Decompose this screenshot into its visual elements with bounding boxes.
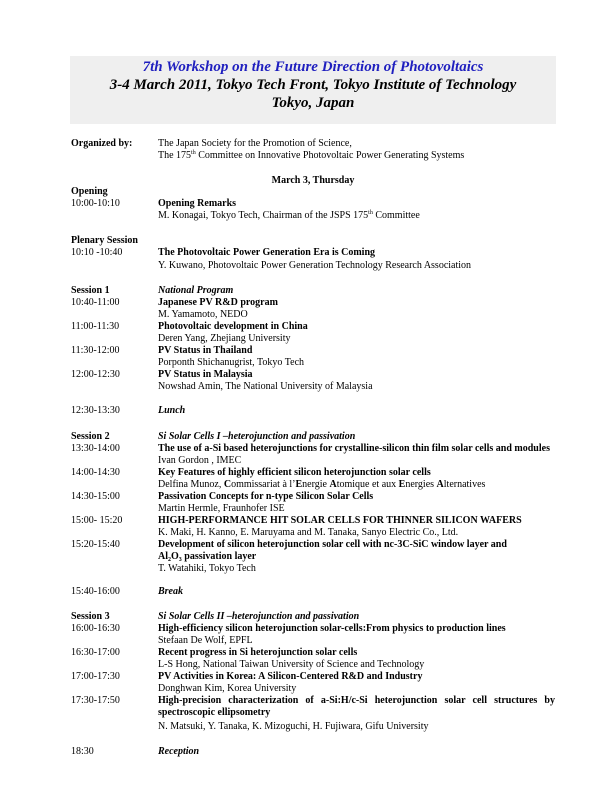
talk-speaker: Ivan Gordon , IMEC <box>158 455 242 466</box>
subscript: 3 <box>178 557 182 563</box>
talk-time: 17:00-17:30 <box>71 671 120 682</box>
talk-time: 16:00-16:30 <box>71 623 120 634</box>
talk-title: Japanese PV R&D program <box>158 297 278 308</box>
talk-speaker: M. Yamamoto, NEDO <box>158 309 248 320</box>
talk-speaker: K. Maki, H. Kanno, E. Maruyama and M. Tanaka, Sanyo Electric Co., Ltd. <box>158 527 459 538</box>
superscript: th <box>368 210 373 216</box>
session2-theme: Si Solar Cells I –heterojunction and passivation <box>158 431 356 442</box>
title-text: O <box>171 551 179 562</box>
talk-speaker: Deren Yang, Zhejiang University <box>158 333 291 344</box>
subscript: 2 <box>168 557 171 563</box>
talk-speaker: Martin Hermle, Fraunhofer ISE <box>158 503 285 514</box>
talk-title: Key Features of highly efficient silicon heterojunction solar cells <box>158 467 431 478</box>
superscript: th <box>191 150 196 156</box>
organizer-1: The Japan Society for the Promotion of Science, <box>158 138 352 149</box>
speaker-text: tomique et aux <box>336 479 399 490</box>
speaker-text: lternatives <box>443 479 486 490</box>
initial: A <box>329 479 337 490</box>
talk-title: The use of a-Si based heterojunctions for crystalline-silicon thin film solar cells and modules <box>158 443 550 454</box>
organizer-2 <box>158 150 464 162</box>
talk-title: Development of silicon heterojunction solar cell with nc-3C-SiC window layer and <box>158 539 507 550</box>
title-text: Al <box>158 551 168 562</box>
talk-time: 15:20-15:40 <box>71 539 120 550</box>
talk-speaker: Donghwan Kim, Korea University <box>158 683 297 694</box>
talk-speaker: Nowshad Amin, The National University of Malaysia <box>158 381 373 392</box>
talk-time: 12:00-12:30 <box>71 369 120 380</box>
day-heading: March 3, Thursday <box>271 175 355 186</box>
talk-speaker: T. Watahiki, Tokyo Tech <box>158 563 256 574</box>
opening-label: Opening <box>71 186 108 197</box>
talk-title: PV Status in Thailand <box>158 345 253 356</box>
talk-time: 14:30-15:00 <box>71 491 120 502</box>
title-text: passivation layer <box>181 551 257 562</box>
session3-label: Session 3 <box>71 611 110 622</box>
talk-time: 16:30-17:00 <box>71 647 120 658</box>
talk-time: 15:00- 15:20 <box>71 515 123 526</box>
plenary-time: 10:10 -10:40 <box>71 247 123 258</box>
talk-time: 11:00-11:30 <box>71 321 120 332</box>
talk-time: 13:30-14:00 <box>71 443 120 454</box>
speaker-text-rest: Committee <box>372 210 420 221</box>
workshop-title: 7th Workshop on the Future Direction of Photovoltaics <box>142 59 484 75</box>
workshop-location: Tokyo, Japan <box>271 95 355 111</box>
opening-title: Opening Remarks <box>158 198 237 209</box>
talk-title: HIGH-PERFORMANCE HIT SOLAR CELLS FOR THINNER SILICON WAFERS <box>158 515 522 526</box>
plenary-title: The Photovoltaic Power Generation Era is Coming <box>158 247 376 258</box>
talk-title-continued: spectroscopic ellipsometry <box>158 707 271 718</box>
talk-title: High-precision characterization of a-Si:H/c-Si heterojunction solar cell structures by <box>158 695 555 706</box>
workshop-date-venue: 3-4 March 2011, Tokyo Tech Front, Tokyo Institute of Technology <box>109 77 517 93</box>
plenary-label: Plenary Session <box>71 235 138 246</box>
talk-time: 17:30-17:50 <box>71 695 120 706</box>
session1-label: Session 1 <box>71 285 110 296</box>
talk-time: 11:30-12:00 <box>71 345 120 356</box>
talk-title: Photovoltaic development in China <box>158 321 308 332</box>
session2-label: Session 2 <box>71 431 110 442</box>
speaker-text: nergie <box>302 479 330 490</box>
talk-speaker: Porponth Shichanugrist, Tokyo Tech <box>158 357 305 368</box>
initial: A <box>436 479 444 490</box>
talk-title-continued <box>158 551 256 563</box>
session1-theme: National Program <box>158 285 234 296</box>
speaker-text: nergies <box>405 479 437 490</box>
speaker-text: ommissariat à l’ <box>231 479 296 490</box>
plenary-speaker: Y. Kuwano, Photovoltaic Power Generation Technology Research Association <box>158 260 472 271</box>
reception-label: Reception <box>158 746 200 757</box>
talk-time: 14:00-14:30 <box>71 467 120 478</box>
break-time: 15:40-16:00 <box>71 586 120 597</box>
opening-time: 10:00-10:10 <box>71 198 120 209</box>
initial: C <box>223 479 232 490</box>
talk-title: PV Activities in Korea: A Silicon-Centered R&D and Industry <box>158 671 423 682</box>
talk-title: Recent progress in Si heterojunction solar cells <box>158 647 358 658</box>
talk-time: 10:40-11:00 <box>71 297 120 308</box>
talk-title: High-efficiency silicon heterojunction solar-cells:From physics to production lines <box>158 623 506 634</box>
talk-title: PV Status in Malaysia <box>158 369 253 380</box>
reception-time: 18:30 <box>71 746 94 757</box>
organized-by-label: Organized by: <box>71 138 133 149</box>
break-label: Break <box>158 586 183 597</box>
header-banner <box>70 56 556 124</box>
lunch-label: Lunch <box>158 405 186 416</box>
initial: E <box>398 479 406 490</box>
organizer-2-text: The 175 <box>158 150 192 161</box>
lunch-time: 12:30-13:30 <box>71 405 120 416</box>
speaker-text: M. Konagai, Tokyo Tech, Chairman of the JSPS 175 <box>158 210 369 221</box>
talk-speaker: Stefaan De Wolf, EPFL <box>158 635 253 646</box>
talk-speaker: N. Matsuki, Y. Tanaka, K. Mizoguchi, H. Fujiwara, Gifu University <box>158 721 429 732</box>
initial: E <box>295 479 303 490</box>
talk-title: Passivation Concepts for n-type Silicon Solar Cells <box>158 491 374 502</box>
organizer-2-text-rest: Committee on Innovative Photovoltaic Power Generating Systems <box>195 150 465 161</box>
talk-speaker <box>158 479 485 491</box>
speaker-text: Delfina Munoz, <box>158 479 224 490</box>
talk-speaker: L-S Hong, National Taiwan University of Science and Technology <box>158 659 425 670</box>
session3-theme: Si Solar Cells II –heterojunction and passivation <box>158 611 360 622</box>
opening-speaker <box>158 210 420 222</box>
